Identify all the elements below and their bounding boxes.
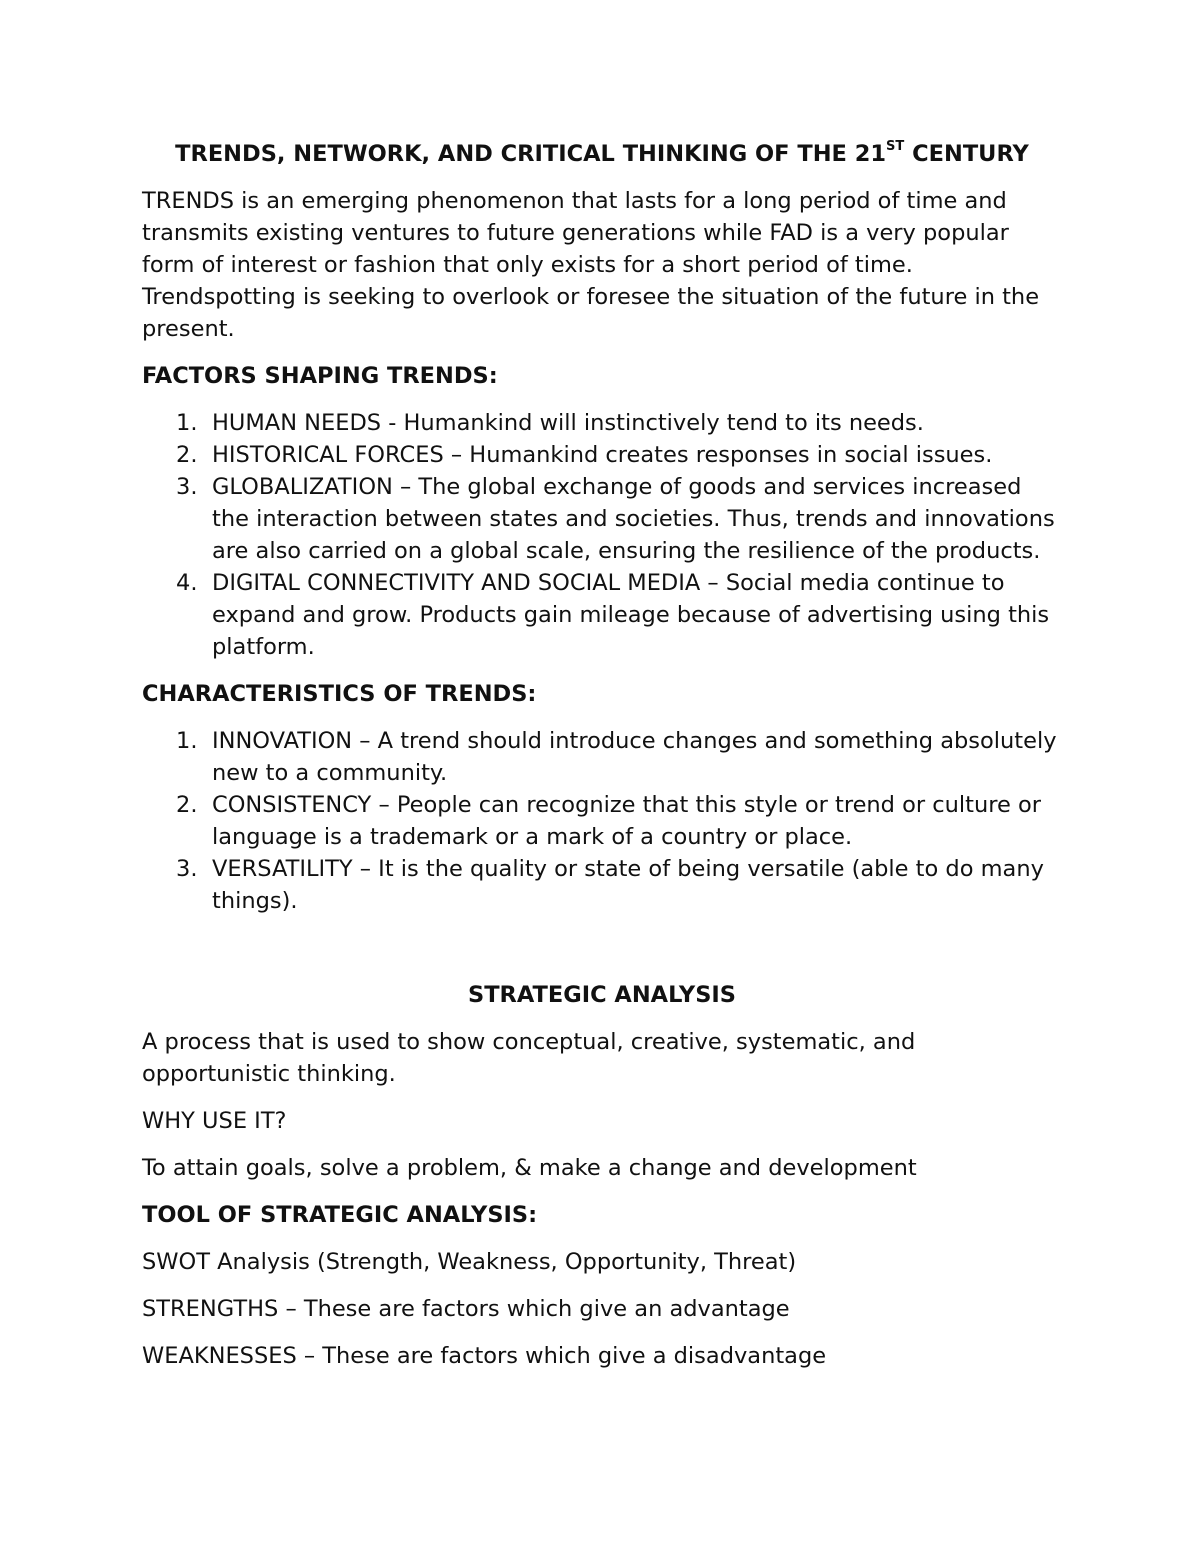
factors-list <box>142 407 1062 663</box>
list-number: 3. <box>176 856 198 882</box>
list-number: 1. <box>176 410 198 436</box>
list-item-text: HISTORICAL FORCES – Humankind creates responses in social issues. <box>212 442 993 468</box>
strengths-line: STRENGTHS – These are factors which give an advantage <box>142 1296 790 1322</box>
list-number: 1. <box>176 728 198 754</box>
swot-line: SWOT Analysis (Strength, Weakness, Opportunity, Threat) <box>142 1249 797 1275</box>
list-item-text: VERSATILITY – It is the quality or state of being versatile (able to do many things). <box>212 856 1044 914</box>
list-item <box>142 439 1062 471</box>
list-item <box>142 407 1062 439</box>
list-item <box>142 789 1062 853</box>
characteristics-list <box>142 725 1062 917</box>
list-item-text: GLOBALIZATION – The global exchange of goods and services increased the interaction between states and societies. Thus, trends and innovations are also carried on a global scale, ensuring the resilience of the products. <box>212 474 1055 564</box>
page-title <box>142 138 1062 170</box>
title-superscript: ST <box>886 138 905 154</box>
tool-heading: TOOL OF STRATEGIC ANALYSIS: <box>142 1202 538 1228</box>
list-number: 2. <box>176 442 198 468</box>
list-number: 4. <box>176 570 198 596</box>
characteristics-heading: CHARACTERISTICS OF TRENDS: <box>142 681 537 707</box>
list-item-text: HUMAN NEEDS - Humankind will instinctively tend to its needs. <box>212 410 924 436</box>
list-item-text: CONSISTENCY – People can recognize that this style or trend or culture or language is a trademark or a mark of a country or place. <box>212 792 1042 850</box>
document-page <box>142 138 1062 1387</box>
weaknesses-line: WEAKNESSES – These are factors which give a disadvantage <box>142 1343 827 1369</box>
list-item <box>142 725 1062 789</box>
list-number: 3. <box>176 474 198 500</box>
list-item <box>142 471 1062 567</box>
strategic-analysis-heading: STRATEGIC ANALYSIS <box>467 982 736 1008</box>
intro-paragraph: TRENDS is an emerging phenomenon that lasts for a long period of time and transmits existing ventures to future generations while FAD is a very popular form of interest or fashion that only exists for a short period of time. Trendspotting is seeking to overlook or foresee the situation of the future in the present. <box>142 188 1040 342</box>
list-number: 2. <box>176 792 198 818</box>
title-main: TRENDS, NETWORK, AND CRITICAL THINKING OF THE 21 <box>175 141 887 167</box>
list-item <box>142 567 1062 663</box>
list-item-text: INNOVATION – A trend should introduce changes and something absolutely new to a community. <box>212 728 1057 786</box>
why-use-question: WHY USE IT? <box>142 1108 287 1134</box>
title-end: CENTURY <box>904 141 1029 167</box>
list-item <box>142 853 1062 917</box>
why-use-answer: To attain goals, solve a problem, & make a change and development <box>142 1155 917 1181</box>
list-item-text: DIGITAL CONNECTIVITY AND SOCIAL MEDIA – Social media continue to expand and grow. Products gain mileage because of advertising using this platform. <box>212 570 1050 660</box>
factors-heading: FACTORS SHAPING TRENDS: <box>142 363 498 389</box>
strategic-definition: A process that is used to show conceptual, creative, systematic, and opportunistic thinking. <box>142 1029 916 1087</box>
